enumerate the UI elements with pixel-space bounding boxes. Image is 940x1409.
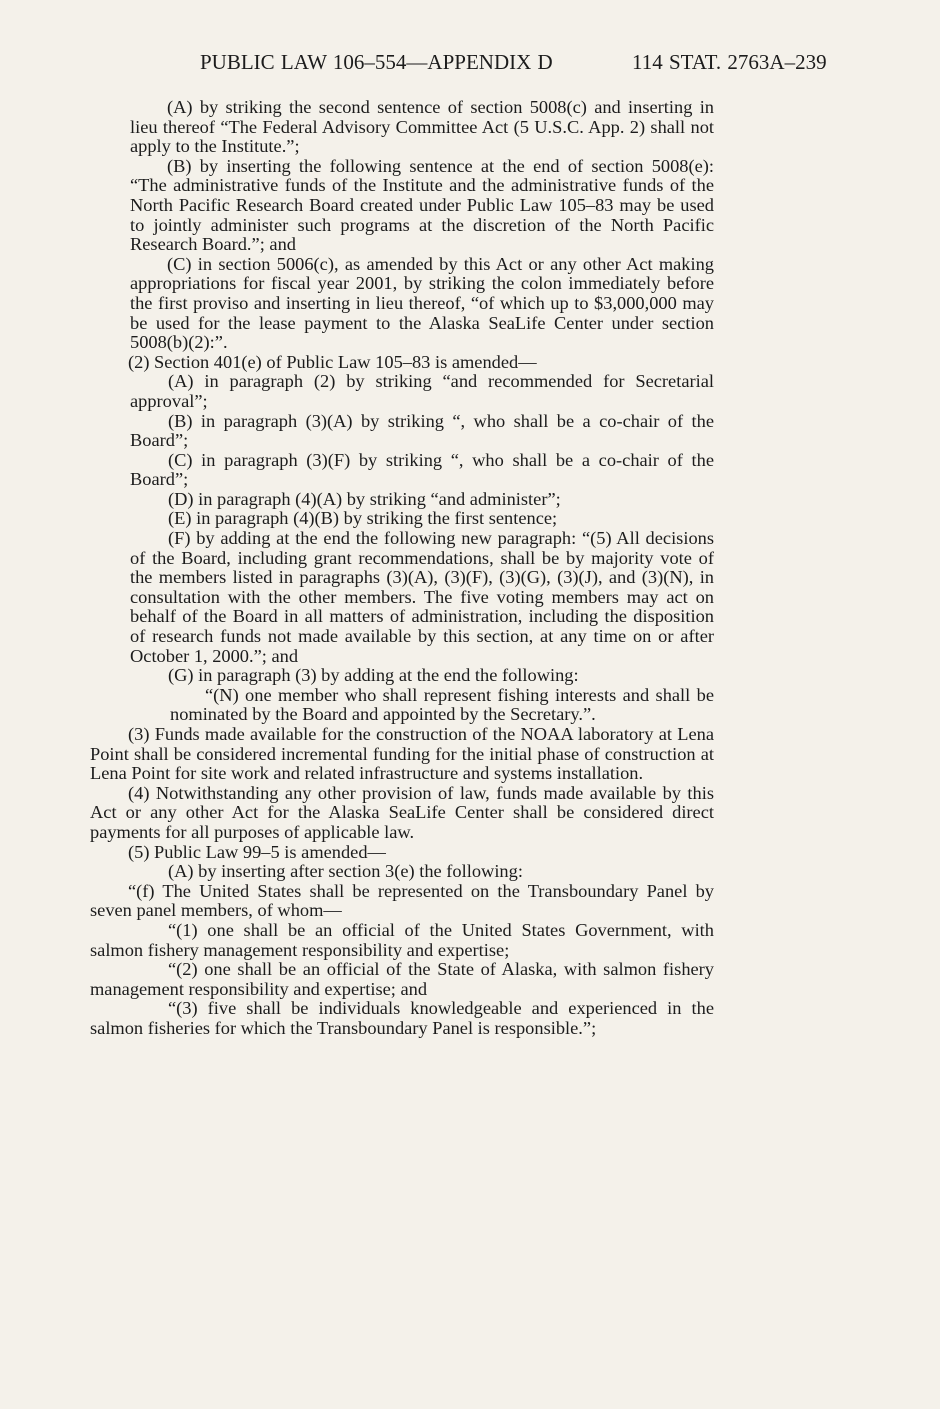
paragraph-2: (2) Section 401(e) of Public Law 105–83 is amended— (128, 351, 537, 372)
paragraph-2B: (B) in paragraph (3)(A) by striking “, who shall be a co-chair of the Board”; (130, 410, 714, 451)
paragraph-2G-N (90, 686, 714, 725)
paragraph-1C: (C) in section 5006(c), as amended by this Act or any other Act making appropriations for fiscal year 2001, by striking the colon immediately before the first proviso and inserting in lieu thereof, “of which up to $3,000,000 may be used for the lease payment to the Alaska SeaLife Center under section 5008(b)(2):”. (130, 253, 714, 353)
paragraph-2A: (A) in paragraph (2) by striking “and recommended for Secretarial approval”; (130, 371, 714, 411)
paragraph-2G-N-text: “(N) one member who shall represent fishing interests and shall be nominated by the Board and appointed by the Secretary.”. (170, 684, 714, 725)
header-title: PUBLIC LAW 106–554—APPENDIX D (200, 50, 553, 74)
paragraph-2C: (C) in paragraph (3)(F) by striking “, who shall be a co-chair of the Board”; (130, 449, 714, 490)
paragraph-1B: (B) by inserting the following sentence at the end of section 5008(e): “The administrative funds of the Institute and the administrative funds of the North Pacific Research Board created under Public Law 105–83 may be used to jointly administer such programs at the discretion of the North Pacific Research Board.”; and (130, 155, 714, 255)
paragraph-5A: (A) by inserting after section 3(e) the following: (168, 861, 523, 882)
paragraph-5: (5) Public Law 99–5 is amended— (128, 841, 386, 862)
paragraph-2G: (G) in paragraph (3) by adding at the end the following: (168, 665, 579, 686)
paragraph-5A-f-3: “(3) five shall be individuals knowledgeable and experienced in the salmon fisheries for which the Transboundary Panel is responsible.”; (90, 998, 714, 1038)
paragraph-4: (4) Notwithstanding any other provision of law, funds made available by this Act or any other Act for the Alaska SeaLife Center shall be considered direct payments for all purposes of applicable law. (90, 782, 714, 842)
paragraph-1A: (A) by striking the second sentence of section 5008(c) and inserting in lieu thereof “The Federal Advisory Committee Act (5 U.S.C. App. 2) shall not apply to the Institute.”; (130, 97, 714, 157)
paragraph-5A-f-1: “(1) one shall be an official of the United States Government, with salmon fishery management responsibility and expertise; (90, 919, 714, 960)
header-stat-citation: 114 STAT. 2763A–239 (632, 50, 827, 74)
paragraph-2E: (E) in paragraph (4)(B) by striking the first sentence; (168, 508, 558, 529)
paragraph-5A-f-2: “(2) one shall be an official of the State of Alaska, with salmon fishery management responsibility and expertise; and (90, 959, 714, 999)
paragraph-3: (3) Funds made available for the construction of the NOAA laboratory at Lena Point shall be considered incremental funding for the initial phase of construction at Lena Point for site work and related infrastructure and systems installation. (90, 724, 714, 784)
paragraph-5A-f: “(f) The United States shall be represented on the Transboundary Panel by seven panel members, of whom— (90, 880, 714, 921)
paragraph-2F: (F) by adding at the end the following new paragraph: “(5) All decisions of the Board, including grant recommendations, shall be by majority vote of the members listed in paragraphs (3)(A), (3)(F), (3)(G), (3)(J), and (3)(N), in consultation with the other members. The five voting members may act on behalf of the Board in all matters of administration, including the disposition of research funds not made available by this section, at any time on or after October 1, 2000.”; and (130, 528, 714, 666)
page-header (200, 50, 850, 75)
paragraph-2D: (D) in paragraph (4)(A) by striking “and administer”; (168, 488, 561, 509)
page-body (90, 98, 714, 1039)
